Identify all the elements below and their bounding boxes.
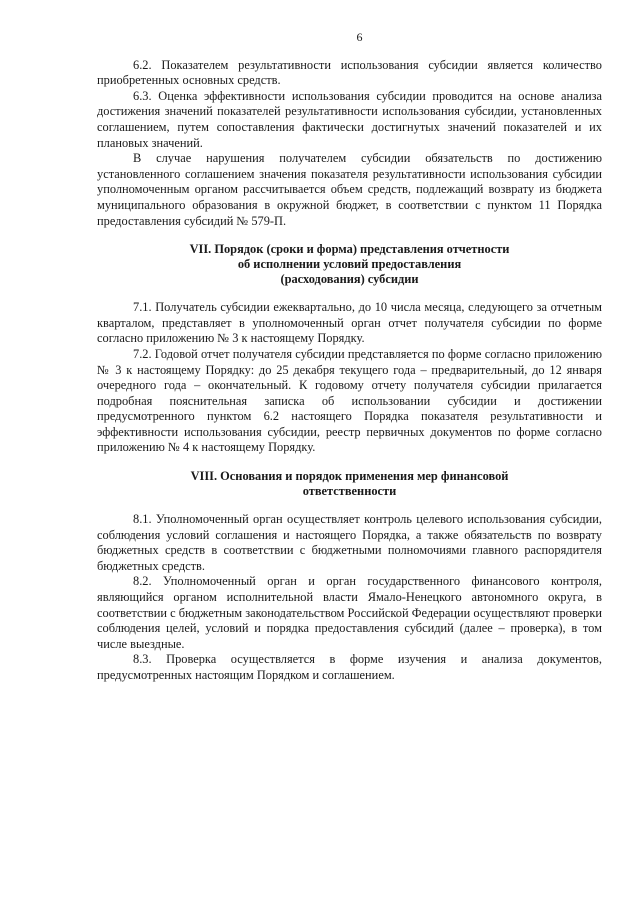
section-viii-heading-line: VIII. Основания и порядок применения мер финансовой bbox=[190, 469, 509, 484]
paragraph-8-2: 8.2. Уполномоченный орган и орган государственного финансового контроля, являющийся органом исполнительной власти Ямало-Ненецкого автономного округа, в соответствии с бюджетным законодательством Российской Федерации осуществляют проверки соблюдения целей, условий и порядка предоставления субсидий (далее – проверка), в том числе выездные. bbox=[97, 574, 602, 651]
paragraph-6-2: 6.2. Показателем результативности использования субсидии является количество приобретенных основных средств. bbox=[97, 57, 602, 88]
section-vii-heading bbox=[97, 242, 602, 287]
paragraph-8-3: 8.3. Проверка осуществляется в форме изучения и анализа документов, предусмотренных настоящим Порядком и соглашением. bbox=[97, 652, 602, 682]
section-viii-heading-line: ответственности bbox=[302, 484, 397, 499]
paragraph-8-1: 8.1. Уполномоченный орган осуществляет контроль целевого использования субсидии, соблюдения условий соглашения и настоящего Порядка, а также обязательств по возврату бюджетных средств в соответствии с бюджетными полномочиями главного распорядителя бюджетных средств. bbox=[97, 512, 602, 573]
section-vii-heading-line: об исполнении условий предоставления bbox=[237, 257, 462, 272]
section-vii-heading-line: VII. Порядок (сроки и форма) представления отчетности bbox=[189, 242, 510, 257]
paragraph-6-3-violation: В случае нарушения получателем субсидии обязательств по достижению установленного соглашением значения показателя результативности использования субсидии уполномоченным органом рассчитывается объем средств, подлежащий возврату из бюджета муниципального образования в окружной бюджет, в соответствии с пунктом 11 Порядка предоставления субсидий № 579-П. bbox=[97, 151, 602, 228]
paragraph-7-2: 7.2. Годовой отчет получателя субсидии представляется по форме согласно приложению № 3 к настоящему Порядку: до 25 декабря текущего года – предварительный, до 12 января очередного года – окончательный. К годовому отчету получателя субсидии прилагается подробная пояснительная записка об использовании субсидии и достижении предусмотренного пунктом 6.2 настоящего Порядка показателя результативности и эффективности использования субсидии, реестр первичных документов по форме согласно приложению № 4 к настоящему Порядку. bbox=[97, 346, 602, 455]
paragraph-6-3: 6.3. Оценка эффективности использования субсидии проводится на основе анализа достижения значений показателей результативности использования субсидии, установленных соглашением, путем сопоставления фактически достигнутых значений показателей и их плановых значений. bbox=[97, 88, 602, 150]
section-viii-heading bbox=[97, 469, 602, 499]
page-number: 6 bbox=[356, 30, 363, 44]
document-page bbox=[97, 30, 602, 684]
section-vii-heading-line: (расходования) субсидии bbox=[280, 272, 419, 287]
paragraph-7-1: 7.1. Получатель субсидии ежеквартально, до 10 числа месяца, следующего за отчетным кварталом, представляет в уполномоченный орган отчет получателя субсидии по форме согласно приложению № 3 к настоящему Порядку. bbox=[97, 300, 602, 346]
